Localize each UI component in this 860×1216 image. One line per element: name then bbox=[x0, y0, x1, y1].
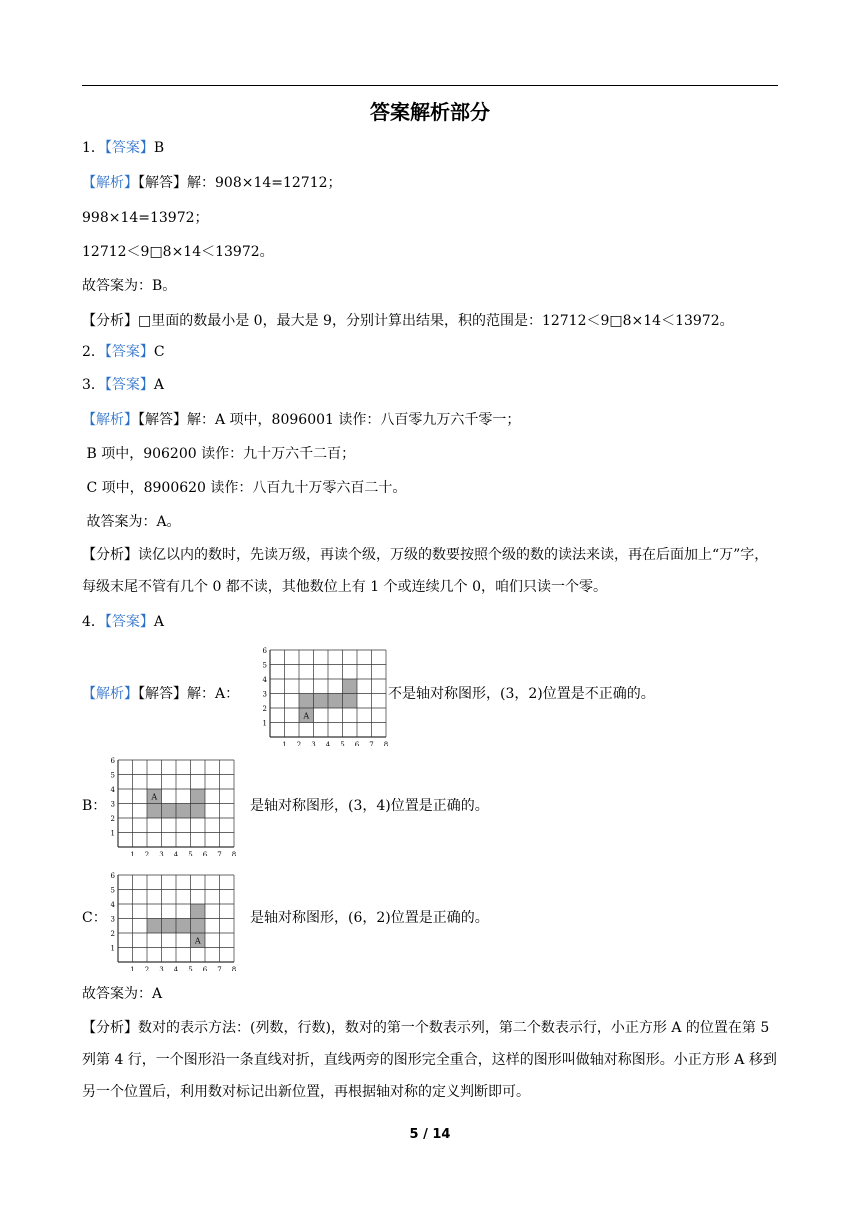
q3-analysis-text: 读亿以内的数时，先读万级，再读个级，万级的数要按照个级的数的读法来读，再在后面加上“万”字，每级末尾不管有几个 0 都不读，其他数位上有 1 个或连续几个 0，咱们只读一个零。 bbox=[82, 547, 769, 595]
q1-fenxi-label: 【分析】 bbox=[82, 313, 138, 329]
y-tick-label: 5 bbox=[110, 771, 115, 780]
y-tick-label: 1 bbox=[110, 829, 115, 838]
x-tick-label: 2 bbox=[296, 741, 302, 746]
header-rule bbox=[82, 85, 778, 86]
q1-analysis-line bbox=[82, 311, 734, 331]
grid-figure-c bbox=[106, 871, 236, 971]
q4-answer-label: 【答案】 bbox=[104, 614, 154, 630]
x-tick-label: 8 bbox=[383, 741, 388, 746]
q3-answer-label: 【答案】 bbox=[104, 377, 154, 393]
filled-cell bbox=[299, 694, 314, 709]
filled-cell bbox=[191, 789, 206, 804]
cell-a-label: A bbox=[303, 711, 310, 721]
q3-analysis-paragraph bbox=[82, 539, 780, 603]
q1-answer: B bbox=[153, 140, 165, 156]
filled-cell bbox=[343, 694, 358, 709]
q1-solution-line-2: 998×14=13972； bbox=[82, 210, 209, 226]
filled-cell bbox=[191, 904, 206, 919]
q4-option-c-label: C： bbox=[82, 910, 107, 926]
q3-solve-label: 【解答】 bbox=[138, 412, 187, 428]
q3-conclusion: 故答案为：A。 bbox=[82, 514, 181, 530]
x-tick-label: 1 bbox=[282, 741, 287, 746]
x-tick-label: 4 bbox=[173, 851, 179, 856]
x-tick-label: 6 bbox=[202, 966, 208, 971]
q4-option-a-prefix bbox=[82, 684, 239, 704]
q1-solution-text-1: 解：908×14=12712； bbox=[187, 175, 342, 191]
page-number: 5 / 14 bbox=[409, 1127, 451, 1142]
q4-answer: A bbox=[153, 614, 165, 630]
q4-analysis-text: 数对的表示方法：(列数，行数)，数对的第一个数表示列，第二个数表示行，小正方形 A 的位置在第 5 列第 4 行，一个图形沿一条直线对折，直线两旁的图形完全重合，这样的图形叫做轴对称图形。小正方形 A 移到另一个位置后，利用数对标记出新位置，再根据轴对称的定义判断即可。 bbox=[82, 1020, 777, 1100]
x-tick-label: 6 bbox=[202, 851, 208, 856]
q3-solution-line-3: C 项中，8900620 读作：八百九十万零六百二十。 bbox=[82, 480, 407, 496]
q3-analysis-label: 【解析】 bbox=[82, 412, 138, 428]
q1-solve-label: 【解答】 bbox=[138, 175, 187, 191]
q1-solution-line-1 bbox=[82, 173, 342, 193]
y-tick-label: 2 bbox=[110, 815, 115, 823]
page-title: 答案解析部分 bbox=[370, 100, 490, 124]
x-tick-label: 7 bbox=[217, 851, 222, 856]
x-tick-label: 2 bbox=[144, 966, 150, 971]
filled-cell bbox=[162, 919, 177, 934]
y-tick-label: 4 bbox=[110, 786, 115, 794]
x-tick-label: 1 bbox=[130, 966, 135, 971]
q4-analysis-label: 【解析】 bbox=[82, 686, 138, 702]
filled-cell bbox=[162, 804, 177, 819]
x-tick-label: 7 bbox=[369, 741, 374, 746]
cell-a-label: A bbox=[151, 792, 158, 802]
x-tick-label: 5 bbox=[188, 966, 193, 971]
y-tick-label: 2 bbox=[110, 930, 115, 938]
q4-option-a-label: 解：A： bbox=[187, 686, 240, 702]
q4-option-b-text: 是轴对称图形，(3，4)位置是正确的。 bbox=[250, 798, 489, 814]
y-tick-label: 2 bbox=[262, 705, 267, 713]
q1-solution-line-3: 12712＜9□8×14＜13972。 bbox=[82, 244, 274, 260]
y-tick-label: 3 bbox=[110, 915, 115, 924]
y-tick-label: 4 bbox=[262, 676, 267, 684]
y-tick-label: 6 bbox=[262, 647, 267, 655]
q4-number: 4． bbox=[82, 614, 105, 630]
y-tick-label: 6 bbox=[110, 757, 115, 765]
q4-fenxi-label: 【分析】 bbox=[82, 1020, 138, 1036]
x-tick-label: 4 bbox=[173, 966, 179, 971]
cell-a-label: A bbox=[194, 936, 201, 946]
q4-option-b-label: B： bbox=[82, 798, 107, 814]
x-tick-label: 5 bbox=[188, 851, 193, 856]
q3-solution-text-1: 解：A 项中，8096001 读作：八百零九万六千零一； bbox=[187, 412, 521, 428]
y-tick-label: 3 bbox=[110, 800, 115, 809]
q4-analysis-paragraph bbox=[82, 1012, 780, 1108]
q2-number: 2． bbox=[82, 344, 105, 360]
q4-conclusion: 故答案为：A bbox=[82, 986, 163, 1002]
x-tick-label: 5 bbox=[340, 741, 345, 746]
q4-option-c-text: 是轴对称图形，(6，2)位置是正确的。 bbox=[250, 910, 489, 926]
x-tick-label: 2 bbox=[144, 851, 150, 856]
q2-answer-label: 【答案】 bbox=[104, 344, 154, 360]
x-tick-label: 8 bbox=[231, 851, 236, 856]
filled-cell bbox=[176, 919, 191, 934]
q1-answer-label: 【答案】 bbox=[104, 140, 154, 156]
filled-cell bbox=[343, 679, 358, 694]
q4-option-a-text: 不是轴对称图形，(3，2)位置是不正确的。 bbox=[388, 686, 655, 702]
q3-solution-line-2: B 项中，906200 读作：九十万六千二百； bbox=[82, 446, 356, 462]
q1-answer-line bbox=[82, 138, 164, 158]
q3-answer-line bbox=[82, 375, 164, 395]
q3-fenxi-label: 【分析】 bbox=[82, 547, 138, 563]
q3-answer: A bbox=[153, 377, 165, 393]
q3-solution-line-1 bbox=[82, 410, 520, 430]
q2-answer-line bbox=[82, 342, 165, 362]
filled-cell bbox=[176, 804, 191, 819]
q2-answer: C bbox=[153, 344, 165, 360]
x-tick-label: 3 bbox=[159, 851, 164, 856]
x-tick-label: 6 bbox=[354, 741, 360, 746]
filled-cell bbox=[147, 804, 162, 819]
x-tick-label: 1 bbox=[130, 851, 135, 856]
filled-cell bbox=[314, 694, 329, 709]
filled-cell bbox=[191, 919, 206, 934]
x-tick-label: 8 bbox=[231, 966, 236, 971]
filled-cell bbox=[328, 694, 343, 709]
y-tick-label: 1 bbox=[110, 944, 115, 953]
x-tick-label: 3 bbox=[159, 966, 164, 971]
grid-figure-b bbox=[106, 756, 236, 856]
q4-solve-label: 【解答】 bbox=[138, 686, 187, 702]
grid-figure-a bbox=[258, 646, 388, 746]
filled-cell bbox=[147, 919, 162, 934]
q1-analysis-text: □里面的数最小是 0，最大是 9，分别计算出结果，积的范围是：12712＜9□8×14＜13972。 bbox=[138, 313, 734, 329]
q3-number: 3． bbox=[82, 377, 105, 393]
y-tick-label: 5 bbox=[110, 886, 115, 895]
filled-cell bbox=[191, 804, 206, 819]
x-tick-label: 4 bbox=[325, 741, 331, 746]
x-tick-label: 7 bbox=[217, 966, 222, 971]
y-tick-label: 5 bbox=[262, 661, 267, 670]
y-tick-label: 6 bbox=[110, 872, 115, 880]
q1-analysis-label: 【解析】 bbox=[82, 175, 138, 191]
q1-conclusion: 故答案为：B。 bbox=[82, 278, 177, 294]
y-tick-label: 4 bbox=[110, 901, 115, 909]
x-tick-label: 3 bbox=[311, 741, 316, 746]
q1-number: 1． bbox=[82, 140, 105, 156]
q4-answer-line bbox=[82, 612, 164, 632]
y-tick-label: 1 bbox=[262, 719, 267, 728]
y-tick-label: 3 bbox=[262, 690, 267, 699]
